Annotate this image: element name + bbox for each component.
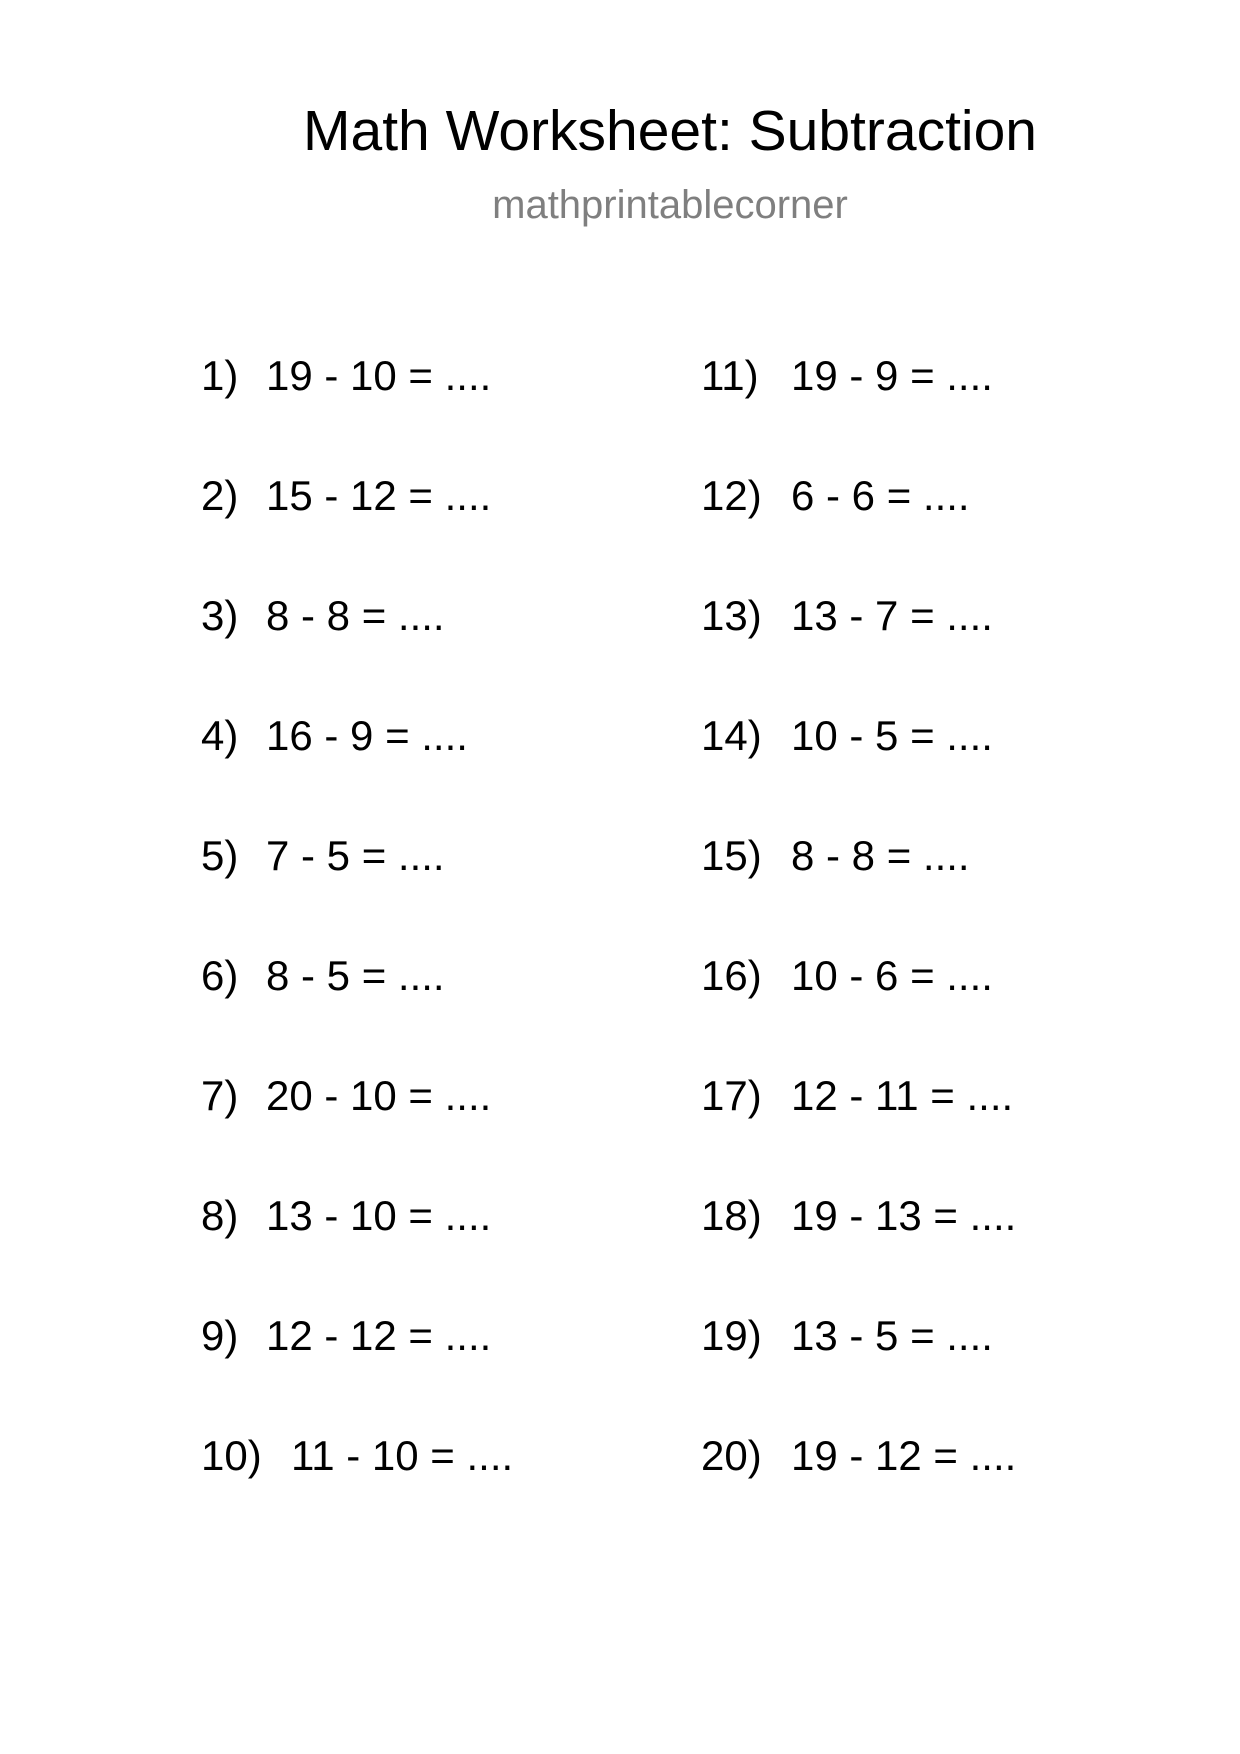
page-title: Math Worksheet: Subtraction <box>303 99 1037 163</box>
problem-number: 14) <box>701 712 762 759</box>
problem-item <box>701 351 1016 471</box>
problem-number: 16) <box>701 952 762 999</box>
problem-expression: 19 - 12 = .... <box>791 1432 1017 1479</box>
problem-expression: 19 - 10 = .... <box>266 352 492 399</box>
problem-number: 5) <box>201 832 239 879</box>
problem-number: 10) <box>201 1432 262 1479</box>
problem-number: 6) <box>201 952 239 999</box>
problem-item <box>701 591 1016 711</box>
problem-expression: 10 - 5 = .... <box>791 712 993 759</box>
problem-item <box>201 951 513 1071</box>
problem-expression: 8 - 8 = .... <box>266 592 445 639</box>
problem-item <box>701 831 1016 951</box>
problem-number: 15) <box>701 832 762 879</box>
problem-item <box>701 1191 1016 1311</box>
problem-expression: 13 - 10 = .... <box>266 1192 492 1239</box>
problem-number: 2) <box>201 472 239 519</box>
problem-item <box>701 711 1016 831</box>
problem-expression: 7 - 5 = .... <box>266 832 445 879</box>
problem-number: 9) <box>201 1312 239 1359</box>
problem-number: 13) <box>701 592 762 639</box>
problem-expression: 11 - 10 = .... <box>291 1432 514 1479</box>
problem-expression: 6 - 6 = .... <box>791 472 970 519</box>
problem-item <box>201 1071 513 1191</box>
problem-number: 3) <box>201 592 239 639</box>
problem-item <box>701 471 1016 591</box>
problem-expression: 13 - 5 = .... <box>791 1312 993 1359</box>
problem-expression: 19 - 13 = .... <box>791 1192 1017 1239</box>
problem-column-right <box>701 351 1016 1551</box>
problem-item <box>201 831 513 951</box>
problem-item <box>201 711 513 831</box>
problem-expression: 12 - 12 = .... <box>266 1312 492 1359</box>
problem-number: 17) <box>701 1072 762 1119</box>
problem-column-left <box>201 351 513 1551</box>
problem-expression: 13 - 7 = .... <box>791 592 993 639</box>
problem-item <box>201 351 513 471</box>
problem-item <box>701 1431 1016 1551</box>
problem-number: 8) <box>201 1192 239 1239</box>
problem-expression: 19 - 9 = .... <box>791 352 993 399</box>
problem-number: 1) <box>201 352 239 399</box>
problem-expression: 16 - 9 = .... <box>266 712 468 759</box>
problem-number: 7) <box>201 1072 239 1119</box>
problem-item <box>201 591 513 711</box>
page-subtitle: mathprintablecorner <box>492 183 848 227</box>
problem-expression: 8 - 5 = .... <box>266 952 445 999</box>
problem-expression: 12 - 11 = .... <box>791 1072 1014 1119</box>
problem-number: 11) <box>701 352 759 399</box>
problem-number: 4) <box>201 712 239 759</box>
problem-number: 20) <box>701 1432 762 1479</box>
problem-expression: 15 - 12 = .... <box>266 472 492 519</box>
problem-item <box>701 951 1016 1071</box>
problem-item <box>701 1311 1016 1431</box>
problem-item <box>701 1071 1016 1191</box>
problem-number: 12) <box>701 472 762 519</box>
problem-expression: 20 - 10 = .... <box>266 1072 492 1119</box>
problem-item <box>201 1191 513 1311</box>
problem-expression: 8 - 8 = .... <box>791 832 970 879</box>
problem-expression: 10 - 6 = .... <box>791 952 993 999</box>
problem-item <box>201 1311 513 1431</box>
problem-number: 18) <box>701 1192 762 1239</box>
problem-item <box>201 471 513 591</box>
problem-number: 19) <box>701 1312 762 1359</box>
problem-item <box>201 1431 513 1551</box>
